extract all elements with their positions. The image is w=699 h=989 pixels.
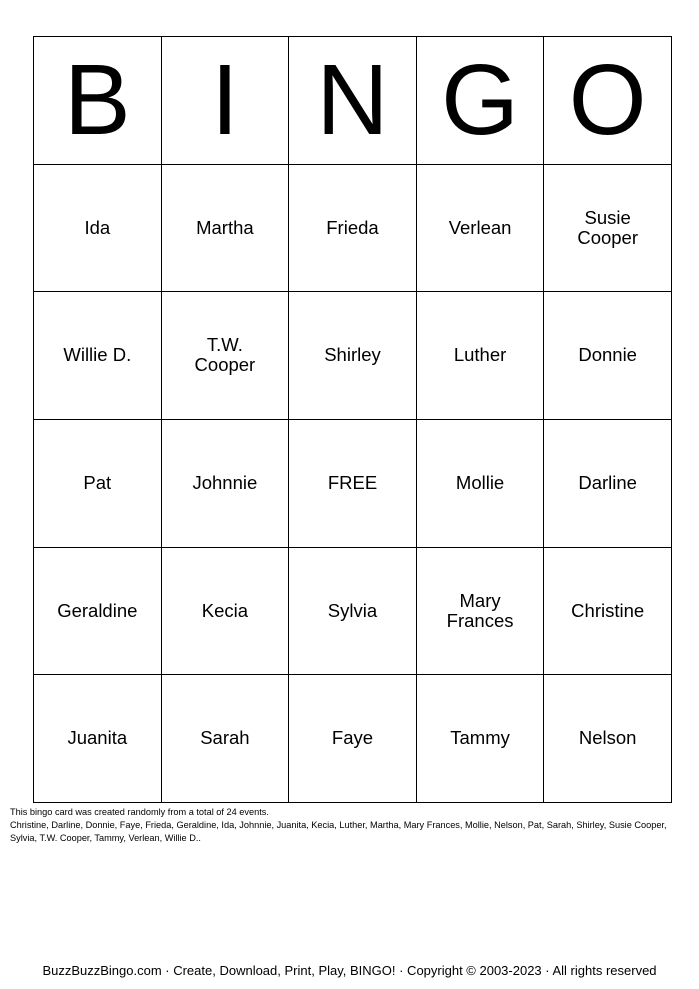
cell-text: Juanita [67,727,128,749]
card-cell [544,292,672,420]
header-letter: N [289,37,417,165]
card-cell [161,420,289,548]
cell-text: Johnnie [192,471,258,493]
card-row [34,420,672,548]
cell-text: Mollie [455,471,505,493]
cell-text: Christine [571,599,645,621]
bingo-card [33,36,672,803]
cell-text: Darline [578,471,637,493]
card-row [34,675,672,803]
cell-text: Verlean [448,216,512,238]
card-cell [161,164,289,292]
card-cell [416,164,544,292]
card-row [34,292,672,420]
cell-text: Sylvia [327,599,378,621]
header-letter: I [161,37,289,165]
card-cell [161,547,289,675]
cell-text: Geraldine [57,599,138,621]
free-space-cell [289,420,417,548]
cell-text: Mary Frances [446,589,514,631]
cell-text: Martha [196,216,254,238]
card-cell [544,420,672,548]
card-cell [161,292,289,420]
header-row [34,37,672,165]
event-list: Christine, Darline, Donnie, Faye, Frieda, Geraldine, Ida, Johnnie, Juanita, Kecia, Luther, Martha, Mary Frances, Mollie, Nelson, Pat, Sarah, Shirley, Susie Cooper, Sylvia, T.W. Cooper, Tammy, Verlean, Willie D.. [10,820,667,843]
card-cell [161,675,289,803]
cell-text: Shirley [324,344,381,366]
header-letter: O [544,37,672,165]
card-cell [289,292,417,420]
cell-text: Kecia [201,599,249,621]
cell-text: Ida [84,216,111,238]
card-cell [416,675,544,803]
cell-text: Susie Cooper [577,206,639,248]
cell-text: Luther [453,344,507,366]
card-cell [34,547,162,675]
card-cell [34,292,162,420]
cell-text: Sarah [200,727,250,749]
card-row [34,547,672,675]
card-row [34,164,672,292]
cell-text: Tammy [450,727,510,749]
cell-text: Pat [83,471,112,493]
card-cell [544,675,672,803]
cell-text: Donnie [578,344,637,366]
card-cell [289,164,417,292]
card-cell [289,675,417,803]
footer: BuzzBuzzBingo.com · Create, Download, Print, Play, BINGO! · Copyright © 2003-2023 · All rights reserved [42,963,657,978]
card-cell [416,292,544,420]
cell-text: Frieda [326,216,379,238]
cell-text: Willie D. [63,344,132,366]
card-cell [416,420,544,548]
cell-text: Faye [331,727,374,749]
card-info [10,806,695,845]
card-cell [34,675,162,803]
card-cell [544,547,672,675]
card-cell [544,164,672,292]
header-letter: G [416,37,544,165]
card-cell [34,420,162,548]
header-letter: B [34,37,162,165]
cell-text: Nelson [578,727,637,749]
card-cell [416,547,544,675]
card-summary: This bingo card was created randomly from a total of 24 events. [10,807,269,817]
card-cell [289,547,417,675]
cell-text: T.W. Cooper [194,334,256,376]
card-cell [34,164,162,292]
cell-text: FREE [327,471,378,493]
